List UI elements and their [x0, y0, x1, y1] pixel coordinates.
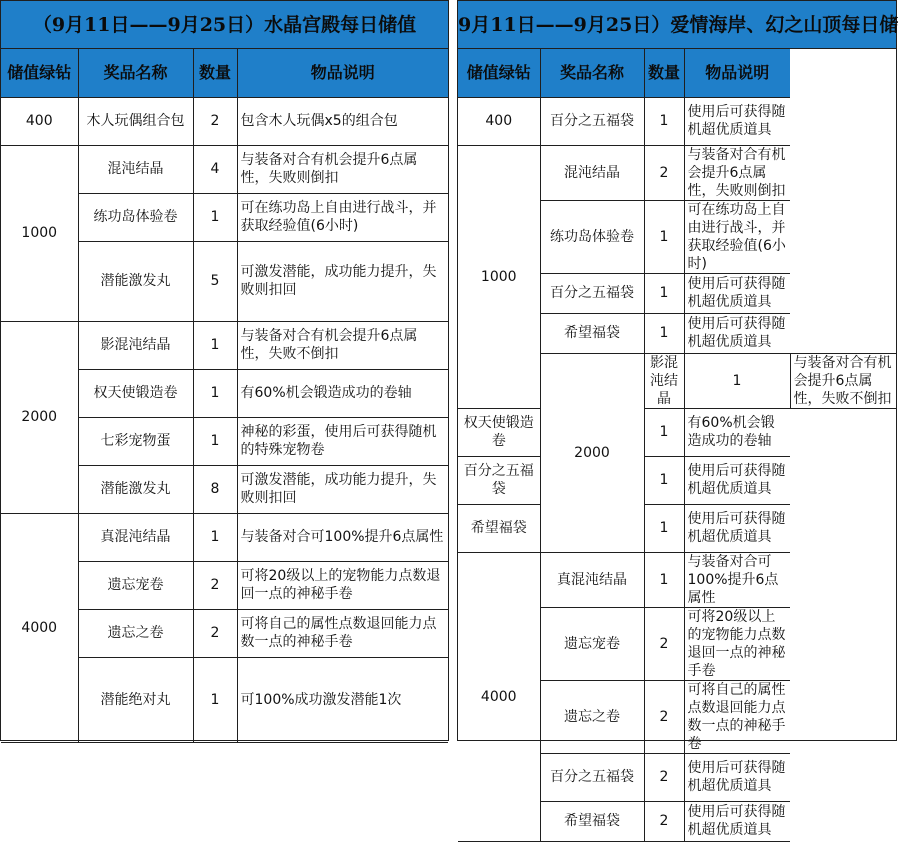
quantity-cell: 1	[644, 97, 684, 145]
quantity-cell: 1	[193, 657, 237, 742]
description-cell: 可激发潜能，成功能力提升，失败则扣回	[237, 241, 448, 321]
tier-cell: 400	[1, 97, 78, 145]
item-name-cell: 练功岛体验卷	[78, 193, 193, 241]
table-body	[458, 97, 896, 841]
left-reward-panel	[0, 0, 449, 741]
item-name-cell: 希望福袋	[540, 313, 644, 353]
description-cell: 可将自己的属性点数退回能力点数一点的神秘手卷	[237, 609, 448, 657]
quantity-cell: 8	[193, 465, 237, 513]
table-header-row	[1, 49, 448, 97]
description-cell: 使用后可获得随机超优质道具	[684, 504, 790, 552]
quantity-cell: 2	[644, 680, 684, 753]
item-name-cell: 百分之五福袋	[540, 273, 644, 313]
description-cell: 包含木人玩偶x5的组合包	[237, 97, 448, 145]
tier-header: 储值绿钻	[458, 49, 540, 97]
panel-title: 9月11日——9月25日）爱情海岸、幻之山顶每日储	[458, 1, 896, 49]
tier-cell: 2000	[540, 353, 644, 552]
quantity-cell: 1	[193, 369, 237, 417]
description-cell: 与装备对合可100%提升6点属性	[684, 552, 790, 607]
quantity-cell: 2	[644, 145, 684, 200]
item-name-cell: 权天使锻造卷	[458, 408, 540, 456]
tier-cell: 2000	[1, 321, 78, 513]
description-cell: 有60%机会锻造成功的卷轴	[684, 408, 790, 456]
tier-cell: 4000	[1, 513, 78, 742]
description-cell: 有60%机会锻造成功的卷轴	[237, 369, 448, 417]
quantity-cell: 2	[193, 561, 237, 609]
quantity-cell: 5	[193, 241, 237, 321]
description-cell: 与装备对合有机会提升6点属性，失败不倒扣	[237, 321, 448, 369]
description-cell: 可在练功岛上自由进行战斗，并获取经验值(6小时)	[237, 193, 448, 241]
item-name-cell: 混沌结晶	[540, 145, 644, 200]
tier-header: 储值绿钻	[1, 49, 78, 97]
item-header: 奖品名称	[540, 49, 644, 97]
qty-header: 数量	[193, 49, 237, 97]
table-row	[1, 97, 448, 145]
tier-cell: 4000	[458, 552, 540, 841]
description-cell: 使用后可获得随机超优质道具	[684, 313, 790, 353]
description-cell: 与装备对合有机会提升6点属性，失败不倒扣	[790, 353, 896, 408]
table-row	[458, 456, 896, 504]
description-cell: 使用后可获得随机超优质道具	[684, 456, 790, 504]
item-name-cell: 遗忘之卷	[78, 609, 193, 657]
quantity-cell: 1	[193, 193, 237, 241]
description-cell: 神秘的彩蛋，使用后可获得随机的特殊宠物卷	[237, 417, 448, 465]
description-cell: 使用后可获得随机超优质道具	[684, 801, 790, 841]
item-name-cell: 真混沌结晶	[78, 513, 193, 561]
tier-cell: 1000	[1, 145, 78, 321]
item-name-cell: 潜能绝对丸	[78, 657, 193, 742]
table-row	[1, 145, 448, 193]
desc-header: 物品说明	[237, 49, 448, 97]
quantity-cell: 1	[193, 321, 237, 369]
table-header-row	[458, 49, 896, 97]
item-name-cell: 希望福袋	[458, 504, 540, 552]
quantity-cell: 2	[644, 607, 684, 680]
item-name-cell: 遗忘宠卷	[540, 607, 644, 680]
item-name-cell: 百分之五福袋	[540, 753, 644, 801]
item-name-cell: 混沌结晶	[78, 145, 193, 193]
item-header: 奖品名称	[78, 49, 193, 97]
desc-header: 物品说明	[684, 49, 790, 97]
item-name-cell: 百分之五福袋	[540, 97, 644, 145]
quantity-cell: 2	[644, 801, 684, 841]
item-name-cell: 木人玩偶组合包	[78, 97, 193, 145]
quantity-cell: 1	[193, 513, 237, 561]
description-cell: 可在练功岛上自由进行战斗，并获取经验值(6小时)	[684, 200, 790, 273]
item-name-cell: 百分之五福袋	[458, 456, 540, 504]
quantity-cell: 2	[193, 97, 237, 145]
item-name-cell: 影混沌结晶	[78, 321, 193, 369]
item-name-cell: 希望福袋	[540, 801, 644, 841]
description-cell: 与装备对合可100%提升6点属性	[237, 513, 448, 561]
quantity-cell: 2	[193, 609, 237, 657]
quantity-cell: 1	[644, 200, 684, 273]
quantity-cell: 1	[644, 552, 684, 607]
description-cell: 与装备对合有机会提升6点属性，失败则倒扣	[684, 145, 790, 200]
table-row	[1, 513, 448, 561]
description-cell: 可将20级以上的宠物能力点数退回一点的神秘手卷	[237, 561, 448, 609]
item-name-cell: 潜能激发丸	[78, 241, 193, 321]
description-cell: 使用后可获得随机超优质道具	[684, 753, 790, 801]
table-row	[1, 321, 448, 369]
quantity-cell: 1	[644, 273, 684, 313]
quantity-cell: 1	[644, 504, 684, 552]
description-cell: 可将20级以上的宠物能力点数退回一点的神秘手卷	[684, 607, 790, 680]
quantity-cell: 1	[644, 456, 684, 504]
item-name-cell: 遗忘宠卷	[78, 561, 193, 609]
description-cell: 可将自己的属性点数退回能力点数一点的神秘手卷	[684, 680, 790, 753]
item-name-cell: 潜能激发丸	[78, 465, 193, 513]
quantity-cell: 1	[684, 353, 790, 408]
table-row	[458, 97, 896, 145]
table-row	[458, 408, 896, 456]
description-cell: 与装备对合有机会提升6点属性，失败则倒扣	[237, 145, 448, 193]
reward-table	[1, 49, 448, 743]
quantity-cell: 1	[644, 408, 684, 456]
description-cell: 可激发潜能，成功能力提升，失败则扣回	[237, 465, 448, 513]
description-cell: 可100%成功激发潜能1次	[237, 657, 448, 742]
quantity-cell: 1	[644, 313, 684, 353]
description-cell: 使用后可获得随机超优质道具	[684, 97, 790, 145]
tier-cell: 400	[458, 97, 540, 145]
table-row	[458, 504, 896, 552]
item-name-cell: 真混沌结晶	[540, 552, 644, 607]
reward-table	[458, 49, 896, 842]
description-cell: 使用后可获得随机超优质道具	[684, 273, 790, 313]
quantity-cell: 4	[193, 145, 237, 193]
qty-header: 数量	[644, 49, 684, 97]
tier-cell: 1000	[458, 145, 540, 408]
table-row	[458, 145, 896, 200]
item-name-cell: 影混沌结晶	[644, 353, 684, 408]
right-reward-panel	[457, 0, 898, 838]
item-name-cell: 遗忘之卷	[540, 680, 644, 753]
table-row	[458, 552, 896, 607]
item-name-cell: 权天使锻造卷	[78, 369, 193, 417]
item-name-cell: 练功岛体验卷	[540, 200, 644, 273]
panel-title: （9月11日——9月25日）水晶宫殿每日储值	[1, 1, 448, 49]
item-name-cell: 七彩宠物蛋	[78, 417, 193, 465]
quantity-cell: 2	[644, 753, 684, 801]
table-body	[1, 97, 448, 742]
quantity-cell: 1	[193, 417, 237, 465]
